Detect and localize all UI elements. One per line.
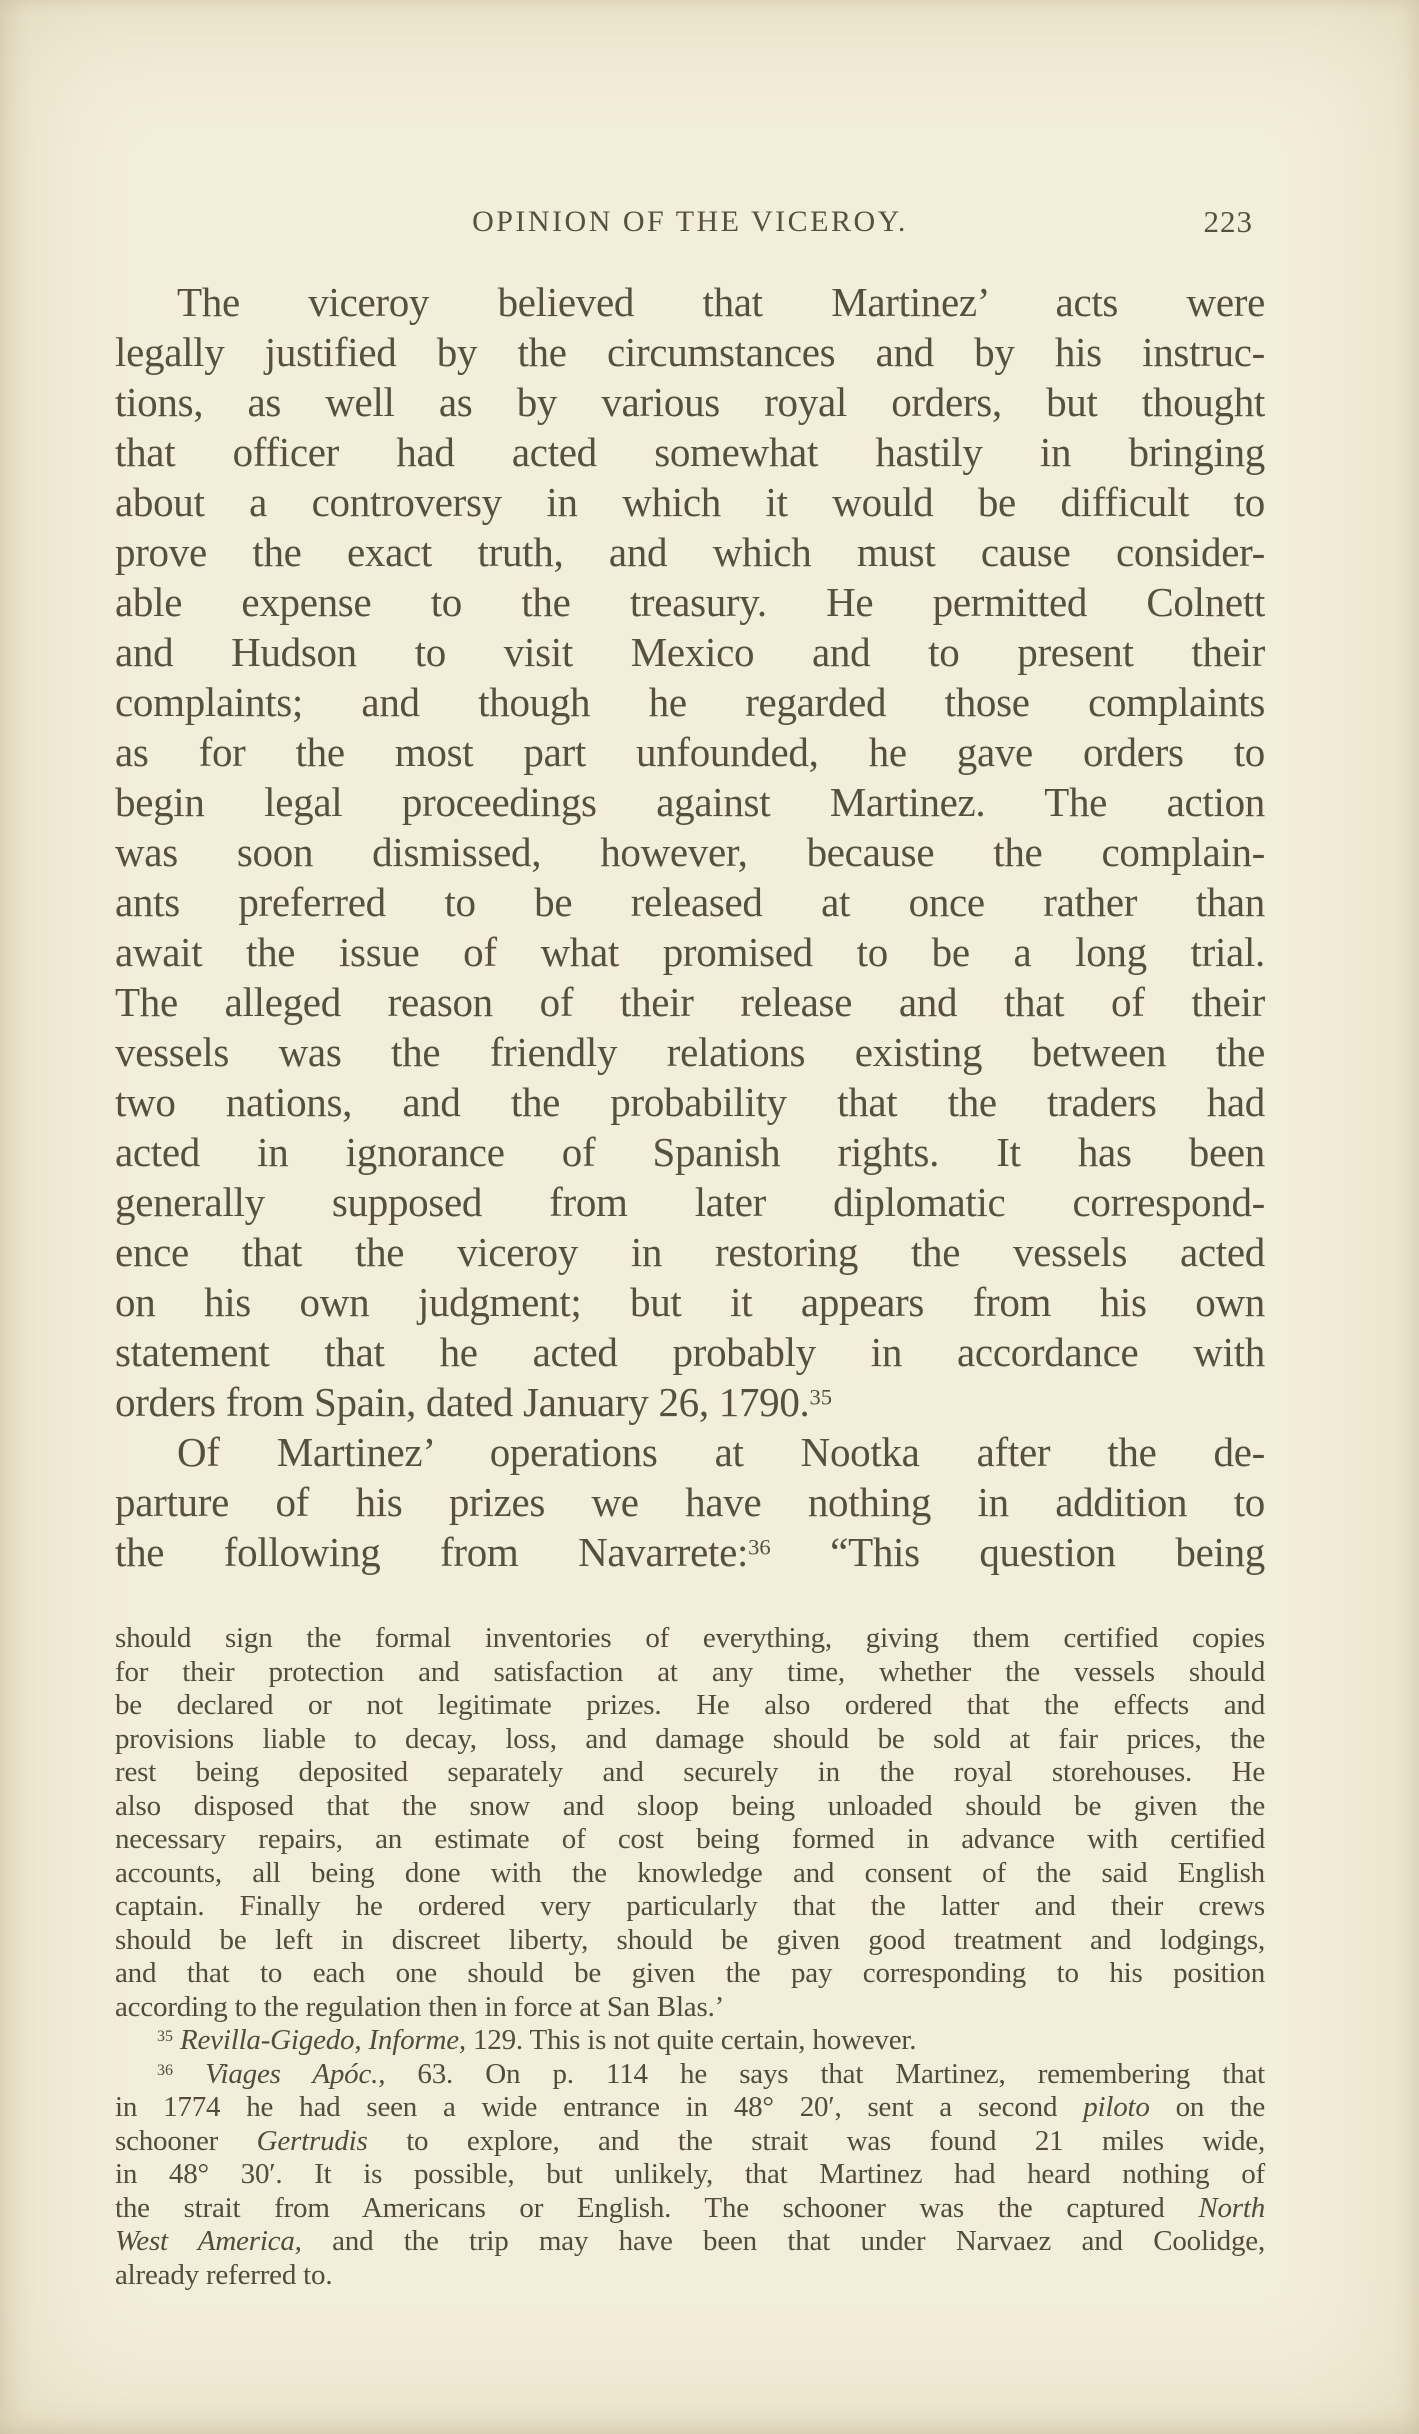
text-segment: begin legal proceedings against Martinez. The action xyxy=(115,779,1265,825)
text-line xyxy=(115,1790,1265,1824)
text-line xyxy=(115,1723,1265,1757)
italic-text: North xyxy=(1198,2191,1265,2224)
text-segment: be declared or not legitimate prizes. He also ordered that the effects and xyxy=(115,1689,1265,1721)
text-line xyxy=(115,627,1265,677)
text-segment: and that to each one should be given the pay corresponding to his position xyxy=(115,1957,1265,1989)
text-line xyxy=(115,1327,1265,1377)
text-line xyxy=(115,2058,1265,2092)
italic-text: piloto xyxy=(1083,2091,1150,2123)
paragraph xyxy=(115,2024,1265,2058)
text-segment: prove the exact truth, and which must cause consider- xyxy=(115,529,1265,575)
text-segment: captain. Finally he ordered very particularly that the latter and their crews xyxy=(115,1890,1265,1922)
paragraph xyxy=(115,2058,1265,2293)
text-line xyxy=(115,1177,1265,1227)
italic-text: Viages Apóc., xyxy=(205,2057,386,2090)
text-segment: “This question being xyxy=(770,1529,1265,1575)
text-line xyxy=(115,1991,1265,2025)
text-segment: already referred to. xyxy=(115,2258,333,2291)
footnote-marker: 35 xyxy=(809,1384,833,1410)
footnotes xyxy=(115,1622,1265,2292)
text-line xyxy=(115,1924,1265,1958)
italic-text: Revilla-Gigedo, Informe, xyxy=(180,2024,466,2056)
text-line xyxy=(115,1857,1265,1891)
text-line xyxy=(115,1377,1265,1427)
text-line xyxy=(115,2225,1265,2259)
text-segment: was soon dismissed, however, because the complain- xyxy=(115,829,1265,875)
text-line xyxy=(115,1622,1265,1656)
text-line xyxy=(115,1656,1265,1690)
text-segment: statement that he acted probably in accordance with xyxy=(115,1329,1265,1375)
text-line xyxy=(115,1689,1265,1723)
text-segment: to explore, and the strait was found 21 miles wide, xyxy=(367,2124,1265,2157)
text-segment: the following from Navarrete: xyxy=(115,1529,749,1575)
text-segment: Of Martinez’ operations at Nootka after the de- xyxy=(177,1429,1265,1475)
text-line xyxy=(115,2024,1265,2058)
text-line xyxy=(115,1077,1265,1127)
text-line xyxy=(115,1756,1265,1790)
text-segment: the strait from Americans or English. The schooner was the captured xyxy=(115,2191,1199,2224)
text-segment: should sign the formal inventories of everything, giving them certified copies xyxy=(115,1622,1265,1654)
text-line xyxy=(115,1427,1265,1477)
page-header xyxy=(115,200,1265,244)
text-segment: vessels was the friendly relations existing between the xyxy=(115,1029,1265,1075)
text-segment: 129. This is not quite certain, however. xyxy=(465,2024,917,2056)
text-segment: await the issue of what promised to be a long trial. xyxy=(115,929,1265,975)
text-line xyxy=(115,1127,1265,1177)
text-segment: tions, as well as by various royal orders, but thought xyxy=(115,379,1265,425)
text-segment: in 48° 30′. It is possible, but unlikely, that Martinez had heard nothing of xyxy=(115,2158,1265,2190)
text-segment: accounts, all being done with the knowledge and consent of the said English xyxy=(115,1856,1265,1889)
text-segment: on the xyxy=(1149,2091,1265,2123)
text-line xyxy=(115,877,1265,927)
text-segment: rest being deposited separately and securely in the royal storehouses. He xyxy=(115,1756,1265,1788)
text-segment: and Hudson to visit Mexico and to present their xyxy=(115,629,1265,675)
text-line xyxy=(115,577,1265,627)
text-line xyxy=(115,2125,1265,2159)
text-segment: that officer had acted somewhat hastily in bringing xyxy=(115,429,1265,475)
text-segment: orders from Spain, dated January 26, 1790. xyxy=(115,1379,810,1425)
text-line xyxy=(115,527,1265,577)
text-line xyxy=(115,1527,1265,1577)
text-segment: complaints; and though he regarded those complaints xyxy=(115,679,1265,725)
text-line xyxy=(115,1277,1265,1327)
text-segment: should be left in discreet liberty, should be given good treatment and lodgings, xyxy=(115,1923,1265,1956)
text-segment: 63. On p. 114 he says that Martinez, remembering that xyxy=(385,2057,1265,2090)
text-line xyxy=(115,2158,1265,2192)
text-segment: ence that the viceroy in restoring the vessels acted xyxy=(115,1229,1265,1275)
text-segment: also disposed that the snow and sloop being unloaded should be given the xyxy=(115,1789,1265,1822)
paragraph xyxy=(115,1622,1265,2024)
text-line xyxy=(115,2259,1265,2293)
text-segment: able expense to the treasury. He permitted Colnett xyxy=(115,579,1265,625)
paragraph xyxy=(115,1427,1265,1577)
text-line xyxy=(115,927,1265,977)
text-segment: two nations, and the probability that the traders had xyxy=(115,1079,1265,1125)
text-line xyxy=(115,1027,1265,1077)
text-line xyxy=(115,377,1265,427)
text-segment xyxy=(173,2058,205,2090)
text-segment: The viceroy believed that Martinez’ acts were xyxy=(177,279,1265,325)
text-line xyxy=(115,477,1265,527)
text-segment: The alleged reason of their release and that of their xyxy=(115,979,1265,1025)
text-segment: necessary repairs, an estimate of cost being formed in advance with certified xyxy=(115,1823,1265,1855)
text-segment: about a controversy in which it would be difficult to xyxy=(115,479,1265,525)
text-line xyxy=(115,1477,1265,1527)
text-segment: ants preferred to be released at once rather than xyxy=(115,879,1265,925)
running-head: OPINION OF THE VICEROY. xyxy=(472,205,908,238)
text-line xyxy=(115,977,1265,1027)
text-segment: according to the regulation then in force at San Blas.’ xyxy=(115,1990,725,2023)
footnote-marker: 36 xyxy=(157,2061,173,2079)
text-segment: in 1774 he had seen a wide entrance in 48° 20′, sent a second xyxy=(115,2091,1084,2123)
text-segment: schooner xyxy=(115,2124,257,2157)
text-line xyxy=(115,2192,1265,2226)
text-line xyxy=(115,2091,1265,2125)
text-segment: as for the most part unfounded, he gave orders to xyxy=(115,729,1265,775)
footnote-marker: 36 xyxy=(748,1534,771,1560)
text-segment: generally supposed from later diplomatic correspond- xyxy=(115,1179,1265,1225)
text-segment: provisions liable to decay, loss, and damage should be sold at fair prices, the xyxy=(115,1722,1265,1755)
text-segment: and the trip may have been that under Narvaez and Coolidge, xyxy=(301,2225,1265,2257)
text-segment: acted in ignorance of Spanish rights. It has been xyxy=(115,1129,1265,1175)
main-text xyxy=(115,277,1265,1577)
text-line xyxy=(115,427,1265,477)
text-segment xyxy=(173,2024,180,2056)
text-segment: for their protection and satisfaction at any time, whether the vessels should xyxy=(115,1655,1265,1688)
italic-text: West America, xyxy=(115,2225,302,2257)
text-line xyxy=(115,277,1265,327)
text-line xyxy=(115,327,1265,377)
text-segment: parture of his prizes we have nothing in addition to xyxy=(115,1479,1265,1525)
text-line xyxy=(115,677,1265,727)
text-line xyxy=(115,1227,1265,1277)
text-line xyxy=(115,777,1265,827)
text-line xyxy=(115,1957,1265,1991)
text-line xyxy=(115,827,1265,877)
text-segment: on his own judgment; but it appears from his own xyxy=(115,1279,1265,1325)
text-segment: legally justified by the circumstances and by his instruc- xyxy=(115,329,1265,375)
text-line xyxy=(115,1890,1265,1924)
text-line xyxy=(115,1823,1265,1857)
page-number: 223 xyxy=(1203,204,1253,239)
italic-text: Gertrudis xyxy=(256,2124,368,2157)
paragraph xyxy=(115,277,1265,1427)
text-line xyxy=(115,727,1265,777)
footnote-marker: 35 xyxy=(157,2028,173,2046)
